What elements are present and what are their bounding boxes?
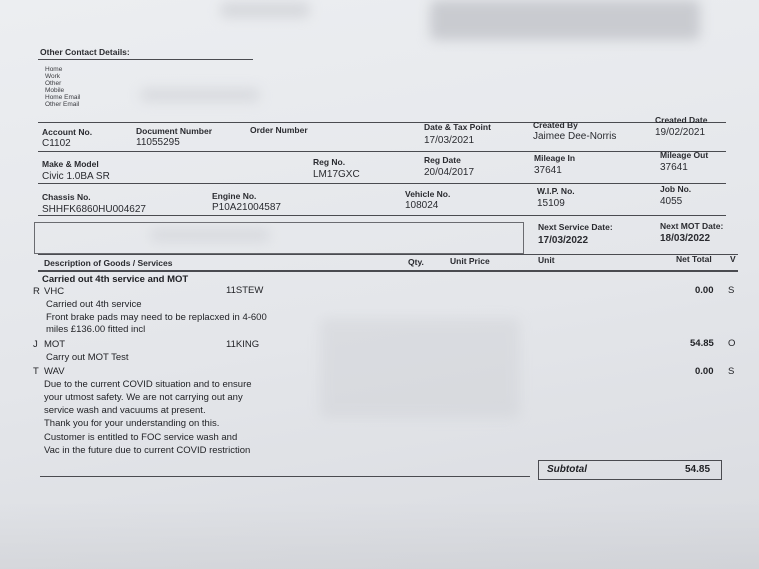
- items-heading: Carried out 4th service and MOT: [42, 274, 189, 285]
- engine-no-label: Engine No.: [212, 191, 257, 201]
- header-row-line-1: [38, 151, 726, 152]
- mileage-in-label: Mileage In: [534, 153, 576, 163]
- order-number-label: Order Number: [250, 125, 308, 135]
- line1-code: R: [33, 286, 40, 297]
- column-unit-price: Unit Price: [450, 256, 490, 266]
- next-mot-value: 18/03/2022: [660, 233, 711, 244]
- column-vat: V: [730, 254, 736, 264]
- page-edge-shadow: [0, 500, 759, 569]
- contact-field-other: Other: [45, 80, 62, 87]
- contact-divider: [38, 59, 253, 60]
- line3-total: 0.00: [695, 366, 714, 377]
- line2-note-1: Carry out MOT Test: [46, 352, 129, 363]
- make-model-label: Make & Model: [42, 159, 99, 169]
- redacted-contact-values: [140, 88, 260, 102]
- line2-tech: 11KING: [226, 339, 260, 350]
- header-row-line-2: [38, 183, 726, 184]
- show-through-text: [320, 318, 520, 418]
- wip-no-value: 15109: [537, 198, 565, 209]
- wip-no-label: W.I.P. No.: [537, 186, 575, 196]
- redacted-address: [150, 228, 270, 242]
- line1-note-1: Carried out 4th service: [46, 299, 142, 310]
- header-top-line: [38, 122, 726, 123]
- account-no-label: Account No.: [42, 127, 93, 137]
- line3-note-6: Vac in the future due to current COVID restriction: [44, 445, 251, 456]
- vehicle-no-value: 108024: [405, 200, 439, 211]
- header-row-line-3: [38, 215, 726, 216]
- next-service-label: Next Service Date:: [538, 222, 613, 232]
- contact-field-home-email: Home Email: [45, 94, 81, 101]
- column-unit: Unit: [538, 255, 555, 265]
- date-tax-point-value: 17/03/2021: [424, 135, 475, 146]
- column-description: Description of Goods / Services: [44, 258, 173, 268]
- engine-no-value: P10A21004587: [212, 202, 281, 213]
- redacted-area-top-left: [220, 2, 310, 18]
- mileage-in-value: 37641: [534, 165, 562, 176]
- subtotal-box: [538, 460, 722, 480]
- created-by-label: Created By: [533, 120, 578, 130]
- line3-note-5: Customer is entitled to FOC service wash and: [44, 432, 238, 443]
- column-net-total: Net Total: [676, 254, 712, 264]
- line3-name: WAV: [44, 366, 65, 377]
- reg-no-label: Reg No.: [313, 157, 346, 167]
- vehicle-no-label: Vehicle No.: [405, 189, 451, 199]
- reg-date-value: 20/04/2017: [424, 167, 475, 178]
- subtotal-value: 54.85: [685, 464, 711, 475]
- line2-name: MOT: [44, 339, 66, 350]
- line3-note-2: your utmost safety. We are not carrying out any: [44, 392, 243, 403]
- line1-vat: S: [728, 285, 735, 296]
- chassis-no-label: Chassis No.: [42, 192, 91, 202]
- mileage-out-label: Mileage Out: [660, 150, 709, 160]
- contact-field-work: Work: [45, 73, 61, 80]
- reg-no-value: LM17GXC: [313, 169, 360, 180]
- address-box: [34, 222, 524, 254]
- mileage-out-value: 37641: [660, 162, 688, 173]
- make-model-value: Civic 1.0BA SR: [42, 171, 110, 182]
- column-qty: Qty.: [408, 257, 424, 267]
- line3-note-1: Due to the current COVID situation and to ensure: [44, 379, 252, 390]
- job-no-label: Job No.: [660, 184, 692, 194]
- created-by-value: Jaimee Dee-Norris: [533, 131, 617, 142]
- document-number-label: Document Number: [136, 126, 213, 136]
- line2-vat: O: [728, 338, 736, 349]
- line2-code: J: [33, 339, 38, 350]
- line3-code: T: [33, 366, 39, 377]
- line2-total: 54.85: [690, 338, 714, 349]
- contact-field-mobile: Mobile: [45, 87, 65, 94]
- redacted-area-top: [430, 0, 700, 40]
- line1-note-3: miles £136.00 fitted incl: [46, 324, 146, 335]
- other-contact-title: Other Contact Details:: [40, 47, 130, 57]
- line1-tech: 11STEW: [226, 285, 264, 296]
- subtotal-label: Subtotal: [547, 464, 587, 475]
- document-number-value: 11055295: [136, 137, 180, 148]
- line3-vat: S: [728, 366, 735, 377]
- columns-bottom-line: [38, 270, 738, 272]
- created-date-label: Created Date: [655, 115, 708, 125]
- line1-note-2: Front brake pads may need to be replacxed in 4-600: [46, 312, 267, 323]
- created-date-value: 19/02/2021: [655, 127, 706, 138]
- line1-name: VHC: [44, 286, 65, 297]
- next-mot-label: Next MOT Date:: [660, 221, 724, 231]
- line3-note-3: service wash and vacuums at present.: [44, 405, 206, 416]
- line3-note-4: Thank you for your understanding on this.: [44, 418, 220, 429]
- contact-field-home: Home: [45, 66, 63, 73]
- subtotal-divider: [40, 476, 530, 477]
- chassis-no-value: SHHFK6860HU004627: [42, 204, 146, 215]
- job-no-value: 4055: [660, 196, 683, 207]
- next-service-value: 17/03/2022: [538, 235, 589, 246]
- line1-total: 0.00: [695, 285, 714, 296]
- columns-top-line: [38, 254, 738, 255]
- date-tax-point-label: Date & Tax Point: [424, 122, 491, 132]
- account-no-value: C1102: [42, 138, 71, 149]
- reg-date-label: Reg Date: [424, 155, 461, 165]
- contact-field-other-email: Other Email: [45, 101, 80, 108]
